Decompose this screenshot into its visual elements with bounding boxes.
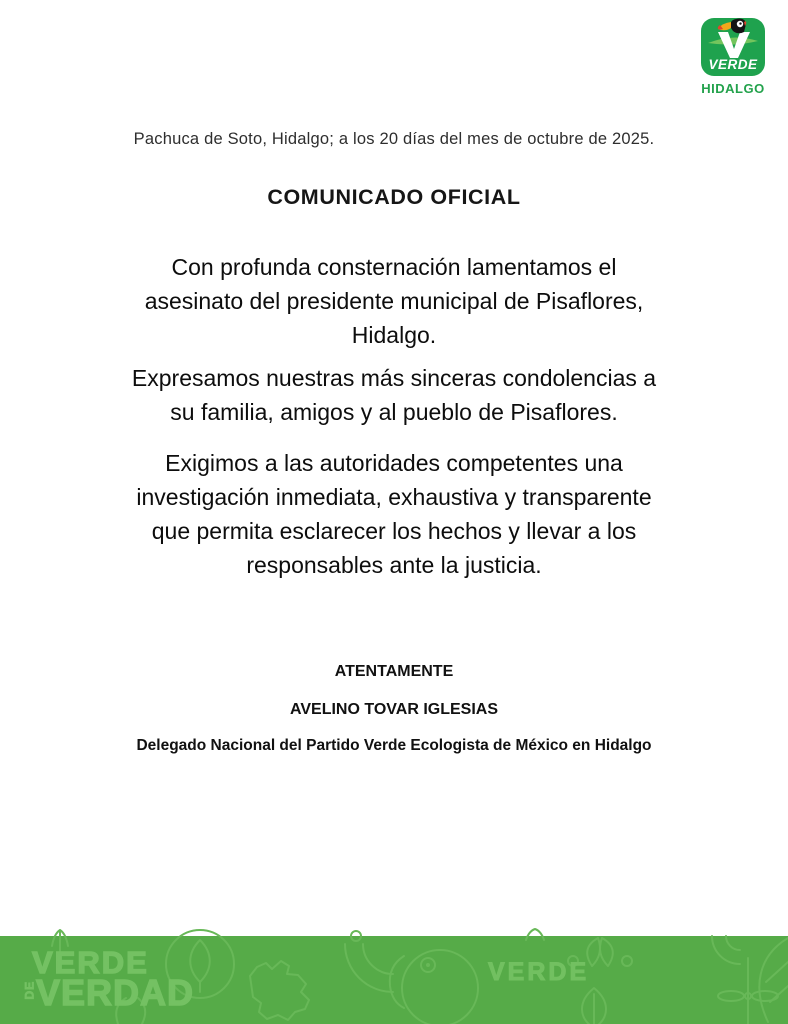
party-logo [694,16,772,96]
logo-verde-label: VERDE [708,57,758,72]
paragraph-line: Hidalgo. [351,322,437,348]
verde-watermark: VERDE [488,958,590,986]
paragraph-line: Exigimos a las autoridades competentes una [165,450,623,476]
paragraph-line: que permita esclarecer los hechos y llevar a los [151,518,637,544]
verde-logo-badge [700,16,766,78]
slogan-de: DE [22,980,37,1000]
signature-name: AVELINO TOVAR IGLESIAS [289,701,499,718]
paragraph-line: su familia, amigos y al pueblo de Pisaflores. [170,399,618,425]
footer-banner [0,928,788,1024]
slogan-line1: VERDE [32,945,149,980]
paragraph-line: Con profunda consternación lamentamos el [171,254,617,280]
slogan-line2: VERDAD [36,972,195,1013]
verde-de-verdad-logo [23,947,194,1011]
paragraph-line: investigación inmediata, exhaustiva y transparente [136,484,652,510]
paragraph-line: asesinato del presidente municipal de Pisaflores, [144,288,644,314]
signature-salutation: ATENTAMENTE [334,663,454,680]
page-title: COMUNICADO OFICIAL [267,185,521,209]
body-paragraph [0,250,788,352]
body-paragraph [0,446,788,582]
dateline: Pachuca de Soto, Hidalgo; a los 20 días del mes de octubre de 2025. [133,130,655,148]
paragraph-line: responsables ante la justicia. [246,552,542,578]
logo-hidalgo-label: HIDALGO [701,81,765,96]
signature-role: Delegado Nacional del Partido Verde Ecologista de México en Hidalgo [136,737,652,754]
paragraph-line: Expresamos nuestras más sinceras condolencias a [131,365,657,391]
body-paragraph [0,361,788,429]
